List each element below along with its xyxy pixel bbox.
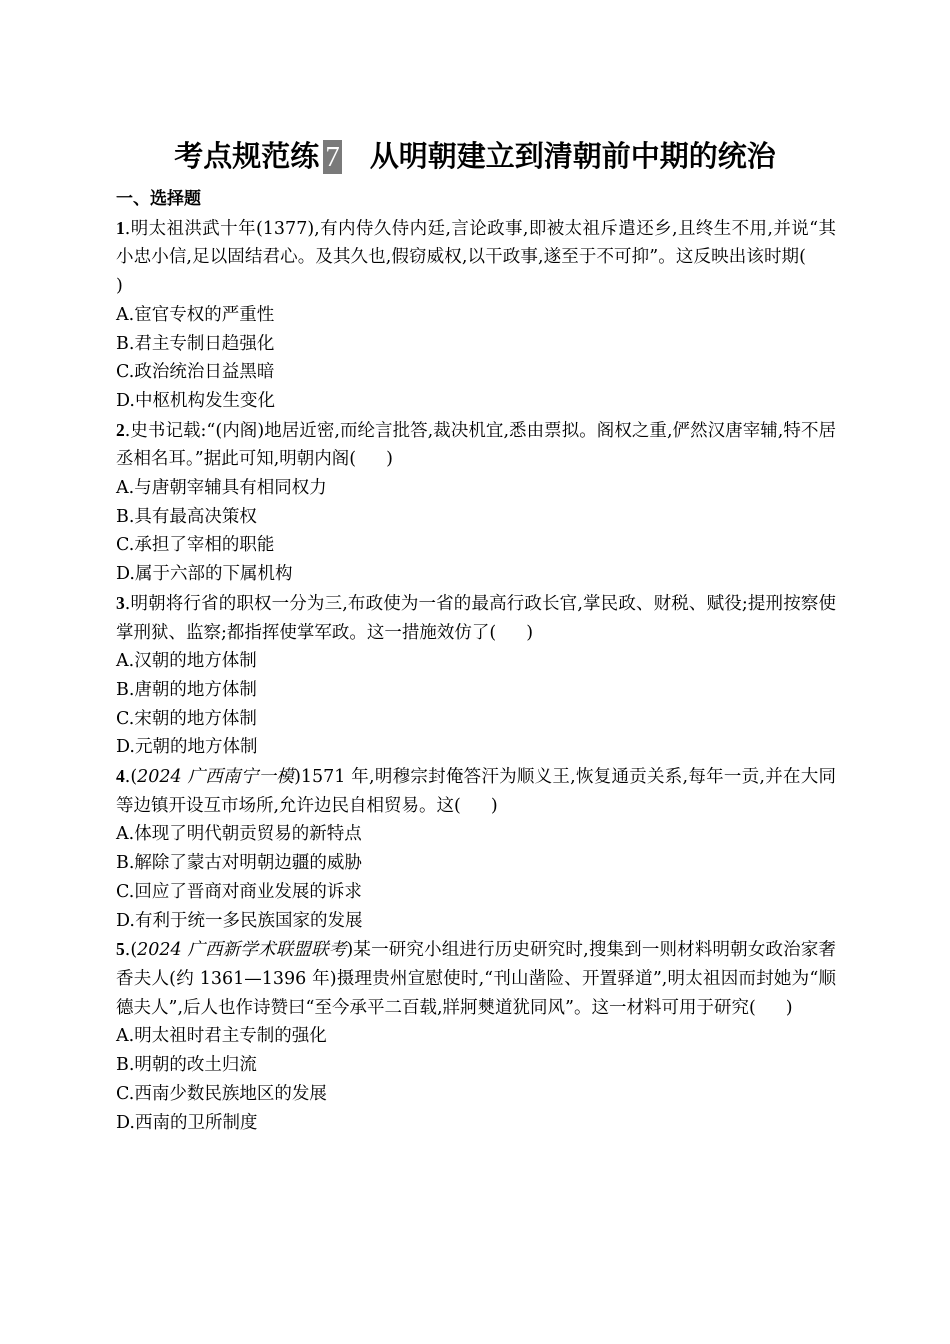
page-title bbox=[0, 134, 950, 178]
answer-option[interactable]: B.明朝的改土归流 bbox=[116, 1055, 257, 1076]
answer-option[interactable]: A.汉朝的地方体制 bbox=[116, 651, 257, 672]
source-open-paren: .( bbox=[124, 767, 138, 788]
answer-option[interactable]: D.属于六部的下属机构 bbox=[116, 564, 293, 585]
question-source: 2024 广西新学术联盟联考 bbox=[137, 940, 347, 961]
answer-option[interactable]: D.中枢机构发生变化 bbox=[116, 390, 275, 411]
answer-option[interactable]: A.体现了明代朝贡贸易的新特点 bbox=[116, 824, 362, 845]
answer-option[interactable]: C.回应了晋商对商业发展的诉求 bbox=[116, 881, 362, 902]
question-2 bbox=[116, 416, 836, 589]
question-number: 3 bbox=[116, 592, 125, 613]
answer-close-paren: ) bbox=[785, 997, 793, 1018]
answer-close-paren: ) bbox=[526, 622, 534, 643]
answer-option[interactable]: C.宋朝的地方体制 bbox=[116, 708, 257, 729]
question-number: 1 bbox=[116, 217, 125, 238]
section-heading: 一、选择题 bbox=[116, 189, 201, 209]
answer-option[interactable]: D.西南的卫所制度 bbox=[116, 1112, 258, 1133]
question-list bbox=[116, 185, 836, 1137]
question-text: )某一研究小组进行历史研究时,搜集到一则材料明朝女政治家奢香夫人(约 1361—1396 年)摄理贵州宣慰使时,“刊山凿险、开置驿道”,明太祖因而封她为“顺德夫人”,后人也作诗赞曰“至今承平二百载,牂牁僰道犹同风”。这一材料可用于研究( bbox=[116, 940, 836, 1018]
answer-close-paren: ) bbox=[386, 449, 393, 470]
answer-option[interactable]: C.政治统治日益黑暗 bbox=[116, 362, 275, 383]
question-number: 5 bbox=[116, 939, 125, 960]
question-3 bbox=[116, 589, 836, 762]
answer-option[interactable]: C.西南少数民族地区的发展 bbox=[116, 1083, 327, 1104]
question-text: .明朝将行省的职权一分为三,布政使为一省的最高行政长官,掌民政、财税、赋役;提刑按察使掌刑狱、监察;都指挥使掌军政。这一措施效仿了( bbox=[116, 593, 836, 643]
answer-option[interactable]: A.宦官专权的严重性 bbox=[116, 304, 275, 325]
question-stem bbox=[116, 214, 836, 301]
source-open-paren: .( bbox=[124, 940, 138, 961]
question-text: )1571 年,明穆宗封俺答汗为顺义王,恢复通贡关系,每年一贡,并在大同等边镇开设互市场所,允许边民自相贸易。这( bbox=[116, 767, 836, 816]
question-source: 2024 广西南宁一模 bbox=[137, 767, 295, 788]
answer-option[interactable]: B.君主专制日趋强化 bbox=[116, 333, 275, 354]
answer-option[interactable]: D.有利于统一多民族国家的发展 bbox=[116, 910, 363, 931]
question-stem bbox=[116, 589, 836, 647]
title-main: 从明朝建立到清朝前中期的统治 bbox=[369, 139, 776, 173]
question-5 bbox=[116, 935, 836, 1137]
question-number: 2 bbox=[116, 419, 125, 440]
answer-option[interactable]: B.唐朝的地方体制 bbox=[116, 679, 257, 700]
answer-option[interactable]: A.明太祖时君主专制的强化 bbox=[116, 1026, 327, 1047]
question-stem bbox=[116, 762, 836, 820]
question-number: 4 bbox=[116, 766, 125, 787]
answer-option[interactable]: B.具有最高决策权 bbox=[116, 506, 257, 527]
question-text: .明太祖洪武十年(1377),有内侍久侍内廷,言论政事,即被太祖斥遣还乡,且终生不用,并说“其小忠小信,足以固结君心。及其久也,假窃威权,以干政事,遂至于不可抑”。这反映出该时期( bbox=[116, 218, 836, 268]
question-4 bbox=[116, 762, 836, 935]
answer-option[interactable]: C.承担了宰相的职能 bbox=[116, 535, 275, 556]
title-prefix: 考点规范练 bbox=[174, 139, 320, 173]
question-stem bbox=[116, 416, 836, 474]
answer-option[interactable]: D.元朝的地方体制 bbox=[116, 737, 258, 758]
answer-option[interactable]: A.与唐朝宰辅具有相同权力 bbox=[116, 478, 327, 499]
answer-option[interactable]: B.解除了蒙古对明朝边疆的威胁 bbox=[116, 853, 362, 874]
answer-close-paren: ) bbox=[490, 795, 498, 816]
question-stem bbox=[116, 935, 836, 1022]
question-text: .史书记载:“(内阁)地居近密,而纶言批答,裁决机宜,悉由票拟。阁权之重,俨然汉唐宰辅,特不居丞相名耳。”据此可知,明朝内阁( bbox=[116, 420, 836, 470]
exercise-number-badge: 7 bbox=[325, 141, 340, 173]
question-1 bbox=[116, 214, 836, 416]
answer-close-paren: ) bbox=[116, 276, 123, 297]
